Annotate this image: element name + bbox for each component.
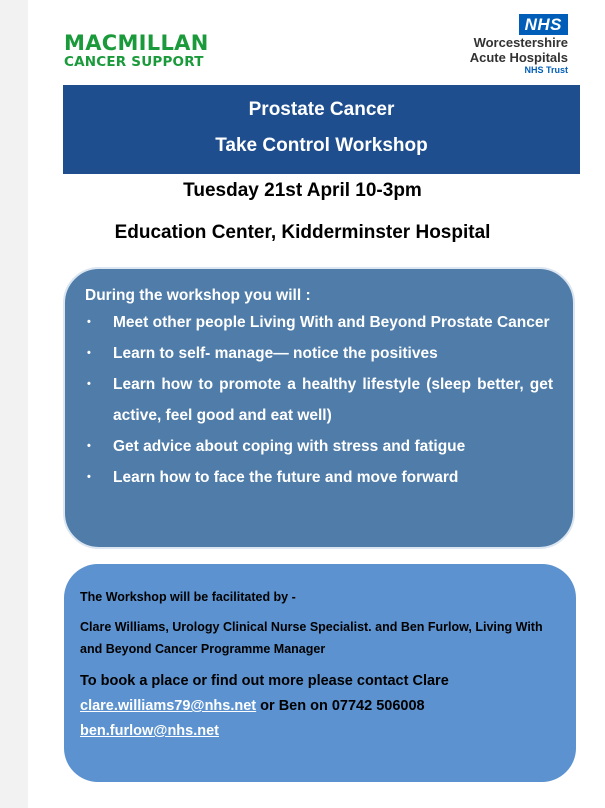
bullet-icon: • <box>87 347 91 359</box>
nhs-trust-label: NHS Trust <box>524 65 568 75</box>
list-item <box>85 369 553 431</box>
email-link-clare[interactable]: clare.williams79@nhs.net <box>80 698 257 714</box>
contact-box <box>64 564 576 782</box>
facilitated-by-heading: The Workshop will be facilitated by - <box>80 590 296 604</box>
list-item-text: Learn how to promote a healthy lifestyle (sleep better, get active, feel good and eat well) <box>113 376 553 424</box>
bullet-icon: • <box>87 378 91 390</box>
banner-title-line2: Take Control Workshop <box>215 135 428 156</box>
nhs-badge: NHS <box>519 14 568 35</box>
list-item <box>85 462 553 493</box>
benefits-list <box>85 307 553 493</box>
macmillan-logo <box>64 33 209 70</box>
list-item <box>85 431 553 462</box>
bullet-icon: • <box>87 316 91 328</box>
workshop-benefits-box <box>63 267 575 549</box>
list-item <box>85 338 553 369</box>
list-item-text: Learn to self- manage— notice the positives <box>113 345 438 362</box>
title-banner <box>63 85 580 174</box>
workshop-intro: During the workshop you will : <box>85 287 311 304</box>
booking-info <box>80 669 560 744</box>
event-venue: Education Center, Kidderminster Hospital <box>114 222 491 243</box>
list-item-text: Get advice about coping with stress and fatigue <box>113 438 466 455</box>
nhs-org-line2: Acute Hospitals <box>469 50 568 65</box>
list-item-text: Learn how to face the future and move forward <box>113 469 459 486</box>
list-item <box>85 307 553 338</box>
nhs-org-line1: Worcestershire <box>473 35 568 50</box>
ben-phone-text: or Ben on 07742 506008 <box>256 698 425 714</box>
booking-prefix: To book a place or find out more please contact Clare <box>80 673 449 689</box>
macmillan-logo-line2: CANCER SUPPORT <box>64 54 204 70</box>
banner-title-line1: Prostate Cancer <box>248 99 395 120</box>
macmillan-logo-line1: MACMILLAN <box>64 31 209 55</box>
list-item-text: Meet other people Living With and Beyond Prostate Cancer <box>113 314 550 331</box>
event-date: Tuesday 21st April 10-3pm <box>183 180 422 201</box>
nhs-logo <box>470 14 568 76</box>
email-link-ben[interactable]: ben.furlow@nhs.net <box>80 723 219 739</box>
facilitators-text: Clare Williams, Urology Clinical Nurse Specialist. and Ben Furlow, Living With and Beyond Cancer Programme Manager <box>80 620 543 656</box>
bullet-icon: • <box>87 471 91 483</box>
bullet-icon: • <box>87 440 91 452</box>
